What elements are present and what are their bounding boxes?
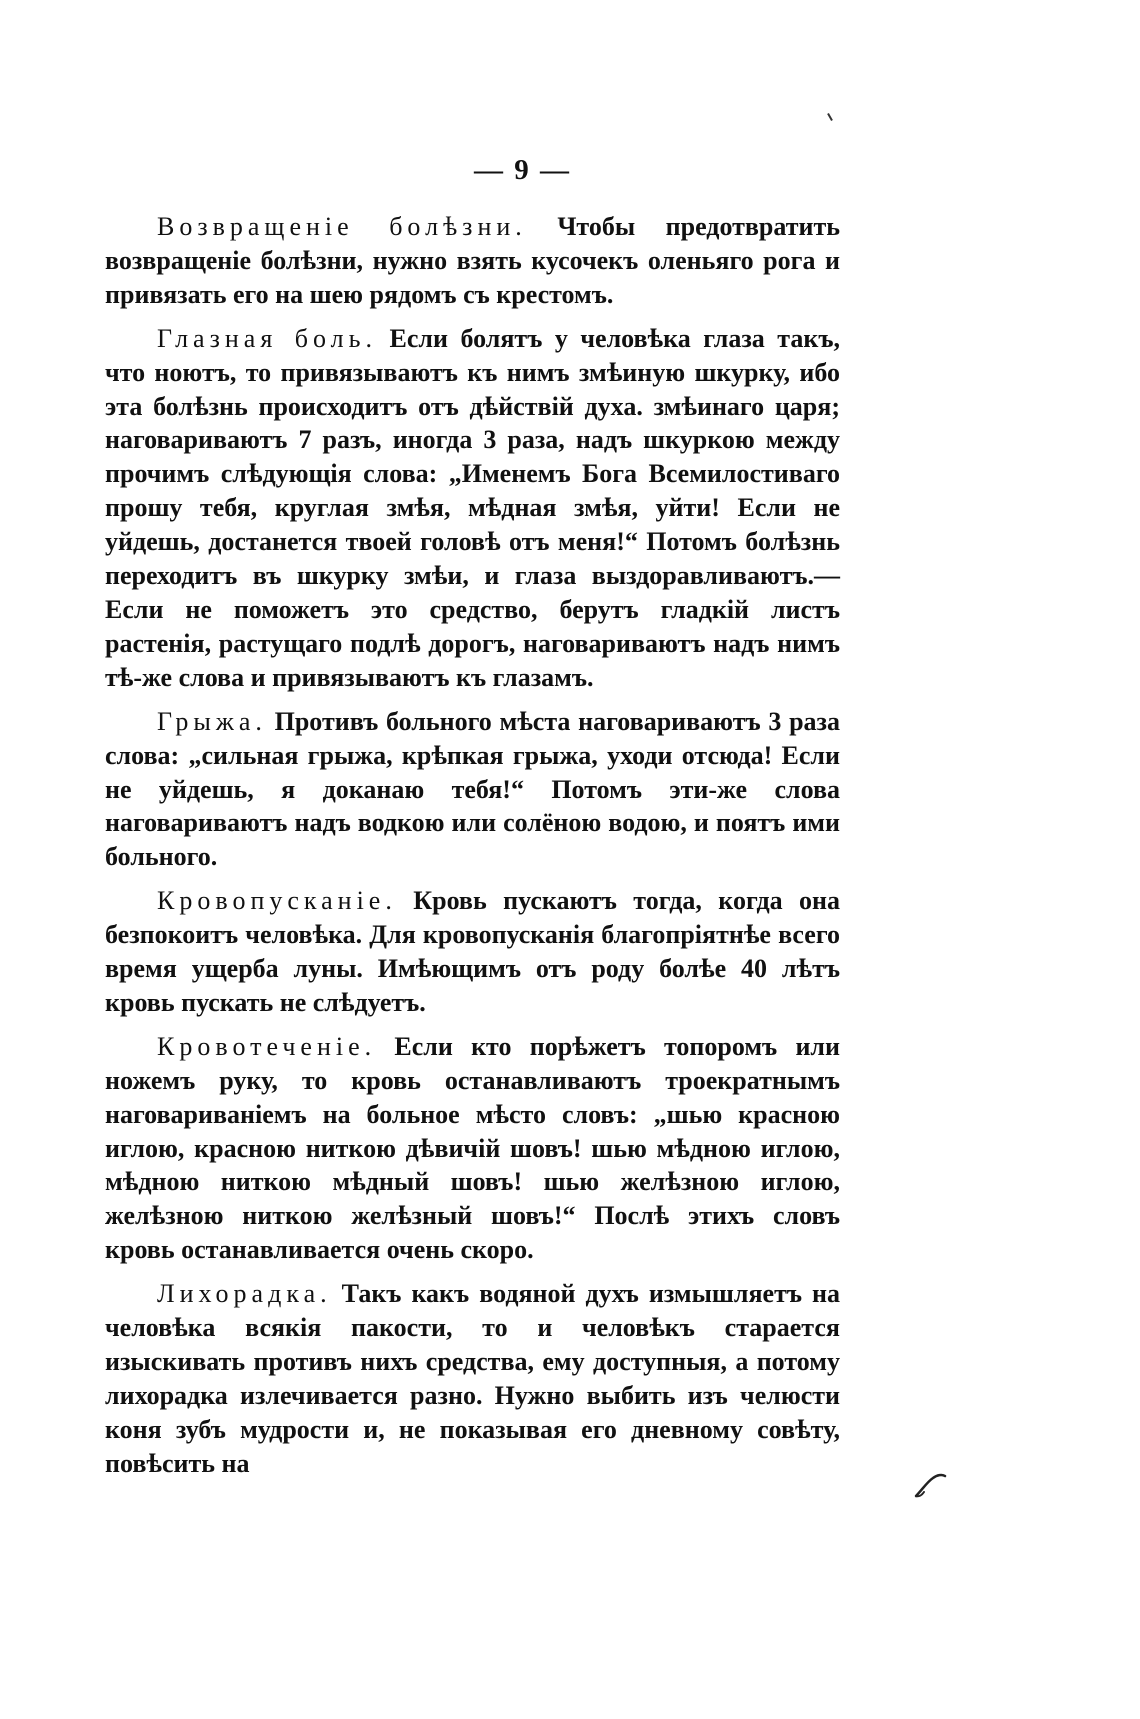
- paragraph-hernia: [105, 705, 840, 875]
- paragraph-term: Лихорадка.: [157, 1279, 332, 1309]
- paragraph-eye-pain: [105, 322, 840, 695]
- body-text: [105, 210, 840, 1491]
- paragraph-body: Если кто порѣжетъ топоромъ или ножемъ руку, то кровь останавливаютъ троекратнымъ наговариваніемъ на больное мѣсто словъ: „шью красною иглою, красною ниткою дѣвичій шовъ! шью мѣдною иглою, мѣдною ниткою мѣдный шовъ! шью желѣзною иглою, желѣзною ниткою желѣзный шовъ!“ Послѣ этихъ словъ кровь останавливается очень скоро.: [105, 1031, 840, 1265]
- paragraph-body: Кровь пускаютъ тогда, когда она безпокоитъ человѣка. Для кровопусканія благопріятнѣе всего время ущерба луны. Имѣющимъ отъ роду болѣе 40 лѣтъ кровь пускать не слѣдуетъ.: [105, 886, 840, 1017]
- paragraph-body: Противъ больного мѣста наговариваютъ 3 раза слова: „сильная грыжа, крѣпкая грыжа, уходи отсюда! Если не уйдешь, я доканаю тебя!“ Потомъ эти-же слова наговариваютъ надъ водкою или солёною водою, и поятъ ими больного.: [105, 706, 840, 872]
- paragraph-term: Кровопусканіе.: [157, 886, 397, 916]
- paragraph-return-of-illness: [105, 210, 840, 312]
- paragraph-body: Такъ какъ водяной духъ измышляетъ на человѣка всякія пакости, то и человѣкъ старается изыскивать противъ нихъ средства, ему доступныя, а потому лихорадка излечивается разно. Нужно выбить изъ челюсти коня зубъ мудрости и, не показывая его дневному совѣту, повѣсить на: [105, 1279, 840, 1478]
- page-number: — 9 —: [474, 154, 571, 186]
- paragraph-bloodletting: [105, 884, 840, 1020]
- paragraph-term: Возвращеніе болѣзни.: [157, 212, 527, 241]
- paragraph-term: Глазная боль.: [157, 323, 377, 353]
- paragraph-term: Кровотеченіе.: [157, 1031, 377, 1061]
- margin-flourish-mark: [913, 1470, 947, 1500]
- paragraph-body: Если болятъ у человѣка глаза такъ, что ноютъ, то привязываютъ къ нимъ змѣиную шкурку, ибо эта болѣзнь происходитъ отъ дѣйствій духа. змѣинаго царя; наговариваютъ 7 разъ, иногда 3 раза, надъ шкуркою между прочимъ слѣдующія слова: „Именемъ Бога Всемилостиваго прошу тебя, круглая змѣя, мѣдная змѣя, уйти! Если не уйдешь, достанется твоей головѣ отъ меня!“ Потомъ болѣзнь переходитъ въ шкурку змѣи, и глаза выздоравливаютъ.—Если не поможетъ это средство, берутъ гладкій листъ растенія, растущаго подлѣ дорогъ, наговариваютъ надъ нимъ тѣ-же слова и привязываютъ къ глазамъ.: [105, 323, 840, 692]
- paragraph-body: Чтобы предотвратить возвращеніе болѣзни, нужно взять кусочекъ оленьяго рога и привязать его на шею рядомъ съ крестомъ.: [105, 212, 840, 309]
- paragraph-fever: [105, 1277, 840, 1480]
- paragraph-term: Грыжа.: [157, 706, 267, 736]
- margin-tick-mark: [827, 113, 833, 121]
- paragraph-bleeding: [105, 1030, 840, 1267]
